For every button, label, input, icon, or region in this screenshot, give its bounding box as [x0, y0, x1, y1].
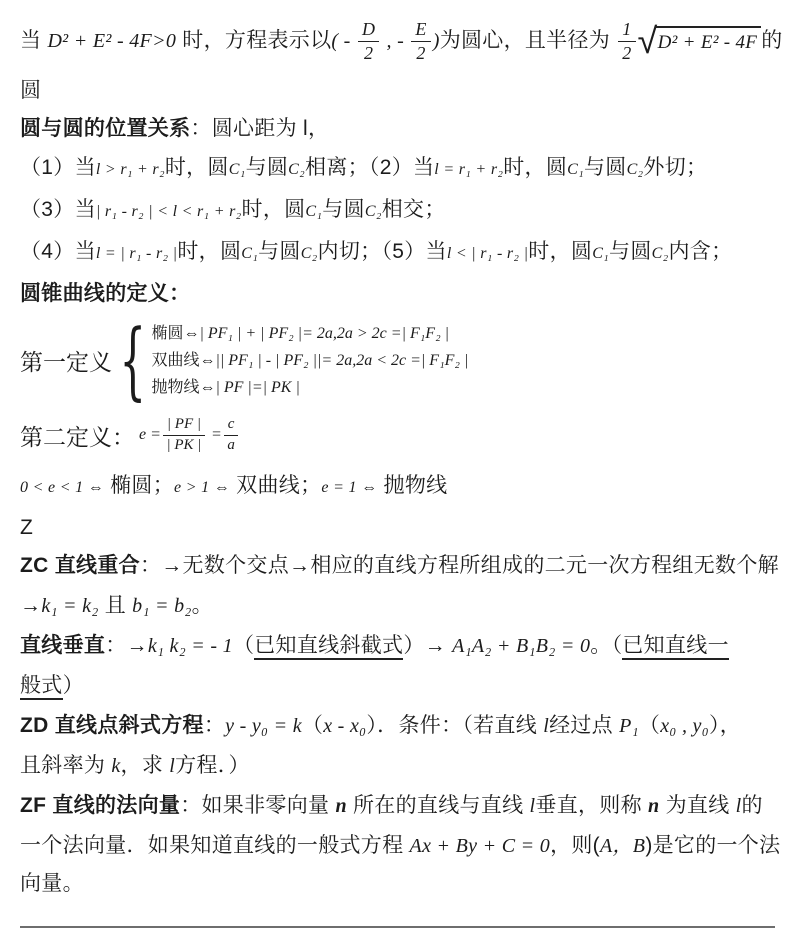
cn-text: 时，圆	[177, 240, 242, 263]
fraction	[358, 19, 379, 63]
definition-label: 第一定义	[20, 348, 112, 375]
math-text: k₁ k₂ = - 1	[147, 635, 233, 657]
cn-text: 与圆	[245, 156, 289, 179]
math-text: l > r₁ + r₂	[95, 161, 165, 178]
fraction	[411, 19, 430, 63]
math-text: P₁	[619, 715, 639, 737]
cn-text: 一个法向量．如果知道直线的一般式方程	[20, 834, 410, 857]
cn-text: （	[232, 634, 255, 657]
underlined-text: 已知直线一	[622, 634, 729, 660]
cn-text: ，求	[120, 754, 170, 777]
section-heading: 直线垂直	[20, 634, 106, 657]
definition-row-ellipse	[151, 320, 468, 347]
cn-text: 椭圆；	[104, 474, 175, 497]
cn-text: ：圆心距为 l，	[190, 117, 330, 140]
denominator: 2	[416, 42, 426, 63]
cn-text: ）．条件：（若直线	[366, 714, 544, 737]
cn-text: 垂直，则称	[535, 794, 649, 817]
cn-text: 与圆	[322, 198, 365, 221]
cn-text: 时，圆	[164, 156, 229, 179]
underlined-text: 已知直线斜截式	[254, 634, 403, 660]
section-heading: 圆与圆的位置关系	[20, 117, 191, 140]
definition-label: 第二定义：	[20, 423, 135, 450]
bottom-divider	[20, 926, 775, 928]
line-perpendicular	[20, 626, 779, 666]
math-text: | r₁ - r₂ | < l < r₁ + r₂	[95, 203, 242, 220]
cn-text: 外切；	[643, 156, 708, 179]
heading-circle-position	[20, 110, 779, 148]
cn-text: 时，圆	[528, 240, 593, 263]
line-zd-continued	[20, 746, 779, 786]
line-zc-continued	[20, 586, 779, 626]
left-brace: {	[119, 311, 147, 409]
cn-text: 的	[761, 29, 783, 52]
section-heading: ZD 直线点斜式方程	[20, 714, 204, 737]
math-text: x - x₀	[323, 715, 367, 737]
radical-sign: √	[637, 20, 658, 62]
denominator: a	[227, 436, 235, 453]
cn-text: 与圆	[258, 240, 301, 263]
second-definition-line	[20, 406, 779, 464]
line-zd-point-slope	[20, 706, 779, 746]
cn-text: 经过点	[549, 714, 620, 737]
square-root	[638, 22, 762, 60]
cn-text: 内含；	[668, 240, 733, 263]
math-text: C₂	[626, 161, 644, 178]
cn-text: 所在的直线与直线	[346, 794, 530, 817]
cn-text: 。（	[590, 634, 623, 657]
cn-text: ：如果非零向量	[180, 794, 336, 817]
cn-text: Z	[20, 516, 34, 539]
math-text: y - y₀ = k	[225, 715, 302, 737]
math-text: e =	[139, 426, 161, 443]
denominator: | PK |	[166, 436, 202, 453]
math-text: k	[111, 755, 121, 777]
cn-text: )是它的一个法	[645, 834, 781, 857]
math-text: ⇔|| PF₁ | - | PF₂ ||= 2a,2a < 2c =| F₁F₂ |	[199, 351, 469, 369]
cn-text: （4）当	[20, 240, 96, 263]
cn-text: （1）当	[20, 156, 96, 179]
formula-line-radius	[20, 8, 783, 72]
line-z	[20, 510, 779, 546]
math-vector-n: n	[648, 795, 660, 817]
cn-text: 为圆心，且半径为	[439, 29, 617, 52]
cn-text: 时，圆	[241, 198, 306, 221]
item-3	[20, 190, 779, 232]
cn-text: 当	[20, 29, 48, 52]
math-text: e = 1 ⇔	[321, 479, 378, 496]
math-text: C₁	[241, 245, 259, 262]
cn-text: 椭圆	[151, 324, 184, 342]
math-text: l < | r₁ - r₂ |	[446, 245, 529, 262]
cn-text: 。	[191, 594, 213, 617]
cn-text: 与圆	[583, 156, 627, 179]
cn-text: 相交；	[381, 198, 446, 221]
definition-row-parabola	[151, 374, 468, 401]
numerator: D	[358, 19, 379, 42]
line-circle	[20, 72, 779, 110]
eccentricity-line	[20, 464, 779, 510]
cn-text: 抛物线	[377, 474, 448, 497]
cn-text: ：	[203, 714, 226, 737]
definition-row-hyperbola	[151, 347, 468, 374]
math-text: l	[543, 715, 550, 737]
denominator: 2	[622, 42, 632, 63]
math-text: Ax + By + C = 0	[409, 835, 551, 857]
math-text: C₂	[300, 245, 318, 262]
math-text: A，B	[599, 835, 646, 857]
math-text: l	[735, 795, 742, 817]
line-zf-end	[20, 866, 779, 902]
cn-text: （3）当	[20, 198, 96, 221]
numerator: 1	[618, 19, 635, 42]
cn-text: 内切；（5）当	[317, 240, 447, 263]
cn-text: ，则(	[550, 834, 600, 857]
cn-text: →	[20, 594, 42, 617]
math-text: ⇔| PF |=| PK |	[199, 378, 300, 396]
line-zc-coincide	[20, 546, 779, 586]
math-text: C₁	[567, 161, 584, 178]
cn-text: ）	[62, 674, 84, 697]
cn-text: 向量。	[20, 872, 84, 895]
math-text: C₂	[651, 245, 669, 262]
math-text: b₁ = b₂	[132, 595, 192, 617]
math-text: l = | r₁ - r₂ |	[95, 245, 178, 262]
math-text: , -	[381, 30, 410, 52]
definition-rows	[151, 320, 468, 401]
math-text: A₁A₂ + B₁B₂ = 0	[452, 635, 591, 657]
line-perpendicular-continued	[20, 666, 779, 706]
numerator: c	[224, 416, 239, 435]
cn-text: 为直线	[659, 794, 736, 817]
cn-text: 方程．）	[175, 754, 250, 777]
cn-text: ：→无数个交点→相应的直线方程所组成的二元一次方程组无数个解	[139, 554, 779, 577]
math-text: 0 < e < 1 ⇔	[20, 479, 104, 496]
line-zf-normal-vector	[20, 786, 779, 826]
cn-text: 圆	[20, 79, 42, 102]
cn-text: 抛物线	[151, 378, 200, 396]
line-zf-continued	[20, 826, 779, 866]
numerator: | PF |	[163, 416, 205, 435]
section-heading: ZC 直线重合	[20, 554, 140, 577]
cn-text: ：→	[105, 634, 148, 657]
cn-text: 双曲线	[151, 351, 200, 369]
fraction	[618, 19, 635, 63]
section-heading: ZF 直线的法向量	[20, 794, 181, 817]
underlined-text: 般式	[20, 674, 63, 700]
math-text: l	[169, 755, 176, 777]
math-text: l = r₁ + r₂	[434, 161, 504, 178]
math-text: C₂	[288, 161, 306, 178]
cn-text: 且斜率为	[20, 754, 112, 777]
math-text: C₁	[592, 245, 610, 262]
math-text: e > 1 ⇔	[174, 479, 231, 496]
cn-text: ）→	[403, 634, 453, 657]
cn-text: 双曲线；	[230, 474, 322, 497]
cn-text: 与圆	[609, 240, 652, 263]
fraction	[224, 416, 239, 454]
fraction	[163, 416, 205, 454]
math-text: ( -	[331, 30, 356, 52]
cn-text: ），	[708, 714, 742, 737]
math-text: x₀ , y₀	[660, 715, 709, 737]
cn-text: （	[638, 714, 661, 737]
math-text: C₁	[228, 161, 246, 178]
cn-text: 时，方程表示以	[176, 29, 332, 52]
cn-text: 的	[741, 794, 763, 817]
math-text: k₁ = k₂	[41, 595, 99, 617]
math-text: l	[529, 795, 536, 817]
cn-text: （	[301, 714, 324, 737]
item-1-2	[20, 148, 779, 190]
section-heading: 圆锥曲线的定义：	[20, 282, 191, 305]
item-4-5	[20, 232, 779, 274]
math-text: ⇔| PF₁ | + | PF₂ |= 2a,2a > 2c =| F₁F₂ |	[183, 324, 450, 342]
heading-conic-definition	[20, 274, 779, 314]
numerator: E	[411, 19, 430, 42]
math-text: D² + E² - 4F>0	[47, 30, 177, 52]
cn-text: 相离；（2）当	[305, 156, 435, 179]
math-text: C₂	[364, 203, 382, 220]
radicand: D² + E² - 4F	[655, 26, 762, 58]
cn-text: 时，圆	[503, 156, 568, 179]
cn-text: 且	[98, 594, 133, 617]
math-text: C₁	[305, 203, 323, 220]
math-text: )	[432, 30, 440, 52]
math-vector-n: n	[335, 795, 347, 817]
first-definition-block	[20, 311, 779, 409]
math-text: =	[210, 426, 222, 443]
denominator: 2	[363, 42, 374, 63]
